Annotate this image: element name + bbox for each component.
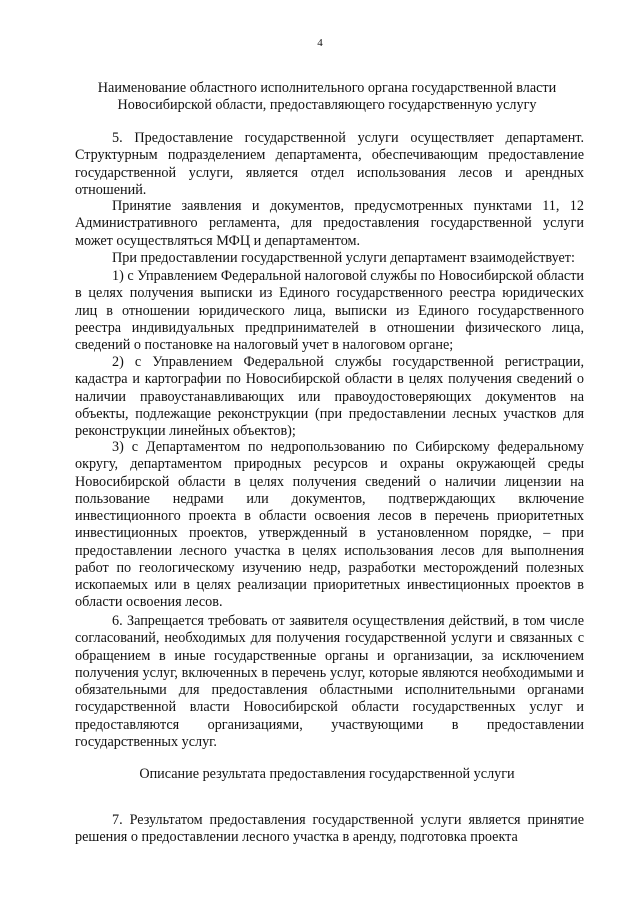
paragraph-interaction-tax-service: 1) с Управлением Федеральной налоговой службы по Новосибирской области в целях получения выписки из Единого государственного реестра юридических лиц в отношении юридического лица, выписки из Единого государственного реестра индивидуальных предпринимателей в отношении физического лица, сведений о постановке на налоговый учет в налоговом органе; bbox=[75, 268, 584, 353]
paragraph-document-acceptance: Принятие заявления и документов, предусмотренных пунктами 11, 12 Административного регламента, для предоставления государственной услуги может осуществляться МФЦ и департаментом. bbox=[75, 198, 584, 249]
paragraph-interaction-subsoil-department: 3) с Департаментом по недропользованию по Сибирскому федеральному округу, департаментом природных ресурсов и охраны окружающей среды Новосибирской области в целях получения сведений о наличии лицензии на пользование недрами или документов, подтверждающих включение инвестиционного проекта в области освоения лесов в перечень приоритетных инвестиционных проектов, утвержденный в установленном порядке, – при предоставлении лесного участка в целях использования лесов для выполнения работ по геологическому изучению недр, разработки месторождений полезных ископаемых или в целях реализации приоритетных инвестиционных проектов в области освоения лесов. bbox=[75, 439, 584, 611]
paragraph-interaction-intro: При предоставлении государственной услуги департамент взаимодействует: bbox=[112, 250, 575, 266]
paragraph-item-6: 6. Запрещается требовать от заявителя осуществления действий, в том числе согласований, необходимых для получения государственной услуги и связанных с обращением в иные государственные органы и организации, за исключением получения услуг, включенных в перечень услуг, которые являются необходимыми и обязательными для предоставления областными исполнительными органами государственной власти Новосибирской области государственных услуг и предоставляются организациями, участвующими в предоставлении государственных услуг. bbox=[75, 613, 584, 750]
paragraph-item-5: 5. Предоставление государственной услуги осуществляет департамент. Структурным подразделением департамента, обеспечивающим предоставление государственной услуги, является отдел использования лесов и арендных отношений. bbox=[75, 130, 584, 198]
section-heading-authority: Наименование областного исполнительного органа государственной власти Новосибирской области, предоставляющего государственную услугу bbox=[97, 80, 557, 113]
paragraph-item-7: 7. Результатом предоставления государственной услуги является принятие решения о предоставлении лесного участка в аренду, подготовка проекта bbox=[75, 812, 584, 846]
section-heading-result: Описание результата предоставления государственной услуги bbox=[139, 766, 515, 782]
paragraph-interaction-registration-service: 2) с Управлением Федеральной службы государственной регистрации, кадастра и картографии по Новосибирской области в целях получения сведений о наличии правоустанавливающих или правоудостоверяющих документов на объекты, подлежащие реконструкции (при предоставлении лесных участков для реконструкции линейных объектов); bbox=[75, 354, 584, 439]
page-number: 4 bbox=[317, 37, 323, 49]
